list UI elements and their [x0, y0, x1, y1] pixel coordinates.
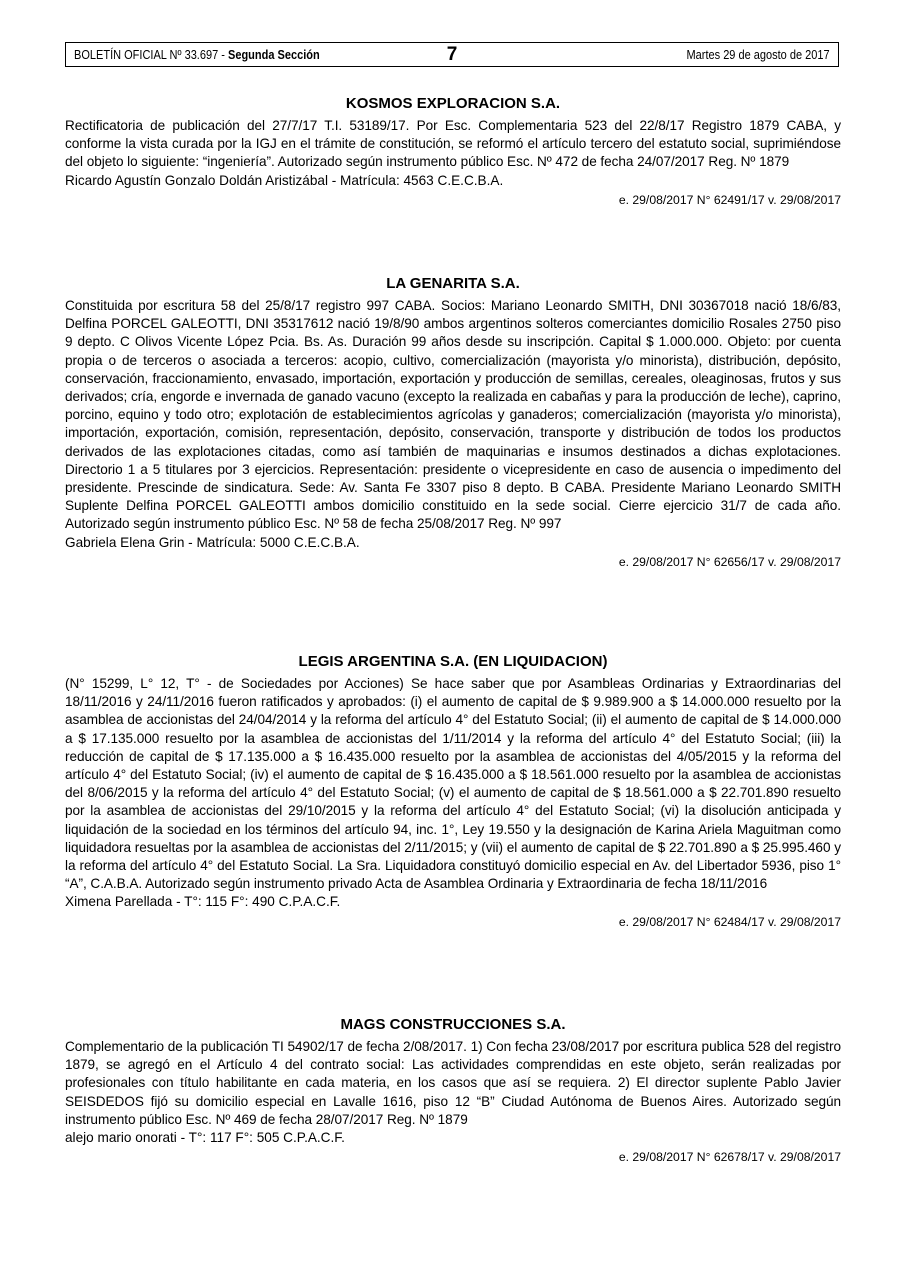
notice-signature: alejo mario onorati - T°: 117 F°: 505 C.P.A.C.F. [65, 1130, 345, 1146]
notice-mags-construcciones [65, 1016, 841, 1165]
page-header [65, 42, 839, 67]
notice-reference: e. 29/08/2017 N° 62656/17 v. 29/08/2017 [618, 554, 841, 569]
notice-legis-argentina [65, 653, 841, 930]
publication-date: Martes 29 de agosto de 2017 [686, 48, 830, 62]
notice-title: LEGIS ARGENTINA S.A. (EN LIQUIDACION) [298, 653, 608, 670]
notice-title: LA GENARITA S.A. [386, 275, 520, 292]
notice-title: KOSMOS EXPLORACION S.A. [345, 95, 561, 112]
notice-kosmos [65, 95, 841, 208]
notice-body: Complementario de la publicación TI 54902/17 de fecha 2/08/2017. 1) Con fecha 23/08/2017 por escritura publica 528 del registro 1879, se agregó en el Artículo 4 del contrato social: Las actividades comprendidas en este objeto, serán realizadas por profesionales con título habilitante en cada materia, en los casos que así se requiera. 2) El director suplente Pablo Javier SEISDEDOS fijó su domicilio especial en Lavalle 1616, piso 12 “B” Ciudad Autónoma de Buenos Aires. Autorizado según instrumento público Esc. Nº 469 de fecha 28/07/2017 Reg. Nº 1879 [65, 1039, 841, 1127]
notice-signature: Gabriela Elena Grin - Matrícula: 5000 C.E.C.B.A. [65, 534, 360, 550]
notice-reference: e. 29/08/2017 N° 62484/17 v. 29/08/2017 [618, 914, 841, 929]
page-number: 7 [446, 44, 458, 65]
notice-la-genarita [65, 275, 841, 570]
bulletin-number: BOLETÍN OFICIAL Nº 33.697 - [74, 48, 228, 62]
notice-signature: Ximena Parellada - T°: 115 F°: 490 C.P.A.C.F. [65, 894, 341, 910]
notice-body: Constituida por escritura 58 del 25/8/17 registro 997 CABA. Socios: Mariano Leonardo SMITH, DNI 30367018 nació 18/6/83, Delfina PORCEL GALEOTTI, DNI 35317612 nació 19/8/90 ambos argentinos solteros comerciantes domicilio Rosales 2750 piso 9 depto. C Olivos Vicente López Pcia. Bs. As. Duración 99 años desde su inscripción. Capital $ 1.000.000. Objeto: por cuenta propia o de terceros o asociada a terceros: acopio, cultivo, comercialización (mayorista y/o minorista), distribución, depósito, conservación, fraccionamiento, envasado, importación, exportación y producción de semillas, cereales, oleaginosas, frutos y sus derivados; cría, engorde e invernada de ganado vacuno (excepto la realizada en cabañas y para la producción de leche), caprino, porcino, equino y todo otro; explotación de establecimientos agrícolas y ganaderos; comercialización (mayorista y/o minorista), importación, exportación, comisión, representación, depósito, conservación, transporte y distribución de todos los productos derivados de las explotaciones citadas, como así también de maquinarias e insumos destinados a dichas explotaciones. Directorio 1 a 5 titulares por 3 ejercicios. Representación: presidente o vicepresidente en caso de ausencia o impedimento del presidente. Prescinde de sindicatura. Sede: Av. Santa Fe 3307 piso 8 depto. B CABA. Presidente Mariano Leonardo SMITH Suplente Delfina PORCEL GALEOTTI ambos domicilio constituido en la sede social. Cierre ejercicio 31/7 de cada año. Autorizado según instrumento público Esc. Nº 58 de fecha 25/08/2017 Reg. Nº 997 [65, 298, 841, 532]
section-name: Segunda Sección [228, 48, 320, 62]
notice-body: (N° 15299, L° 12, T° - de Sociedades por Acciones) Se hace saber que por Asambleas Ordinarias y Extraordinarias del 18/11/2016 y 24/11/2016 fueron ratificados y aprobados: (i) el aumento de capital de $ 9.989.900 a $ 14.000.000 resuelto por la asamblea de accionistas del 24/04/2014 y la reforma del artículo 4° del Estatuto Social; (ii) el aumento de capital de $ 14.000.000 a $ 17.135.000 resuelto por la asamblea de accionistas del 1/11/2014 y la reforma del artículo 4° del Estatuto Social; (iii) la reducción de capital de $ 17.135.000 a $ 16.435.000 resuelto por la asamblea de accionistas del 4/05/2015 y la reforma del artículo 4° del Estatuto Social; (iv) el aumento de capital de $ 16.435.000 a $ 18.561.000 resuelto por la asamblea de accionistas del 8/06/2015 y la reforma del artículo 4° del Estatuto Social; (v) el aumento de capital de $ 18.561.000 a $ 22.701.890 resuelto por la asamblea de accionistas del 29/10/2015 y la reforma del artículo 4° del Estatuto Social; (vi) la disolución anticipada y liquidación de la sociedad en los términos del artículo 94, inc. 1°, Ley 19.550 y la designación de Karina Ariela Maguitman como liquidadora resueltas por la asamblea de accionistas del 2/11/2015; y (vii) el aumento de capital de $ 22.701.890 a $ 25.995.460 y la reforma del artículo 4° del Estatuto Social. La Sra. Liquidadora constituyó domicilio especial en Av. del Libertador 5936, piso 1° “A”, C.A.B.A. Autorizado según instrumento privado Acta de Asamblea Ordinaria y Extraordinaria de fecha 18/11/2016 [65, 676, 841, 892]
notice-body: Rectificatoria de publicación del 27/7/17 T.I. 53189/17. Por Esc. Complementaria 523 del 22/8/17 Registro 1879 CABA, y conforme la vista curada por la IGJ en el trámite de constitución, se reformó el artículo tercero del estatuto social, suprimiéndose del objeto lo siguiente: “ingeniería”. Autorizado según instrumento público Esc. Nº 472 de fecha 24/07/2017 Reg. Nº 1879 [65, 118, 841, 170]
notice-reference: e. 29/08/2017 N° 62678/17 v. 29/08/2017 [618, 1150, 841, 1165]
notice-title: MAGS CONSTRUCCIONES S.A. [340, 1016, 566, 1033]
notice-signature: Ricardo Agustín Gonzalo Doldán Aristizábal - Matrícula: 4563 C.E.C.B.A. [65, 172, 504, 188]
notice-reference: e. 29/08/2017 N° 62491/17 v. 29/08/2017 [618, 192, 841, 207]
